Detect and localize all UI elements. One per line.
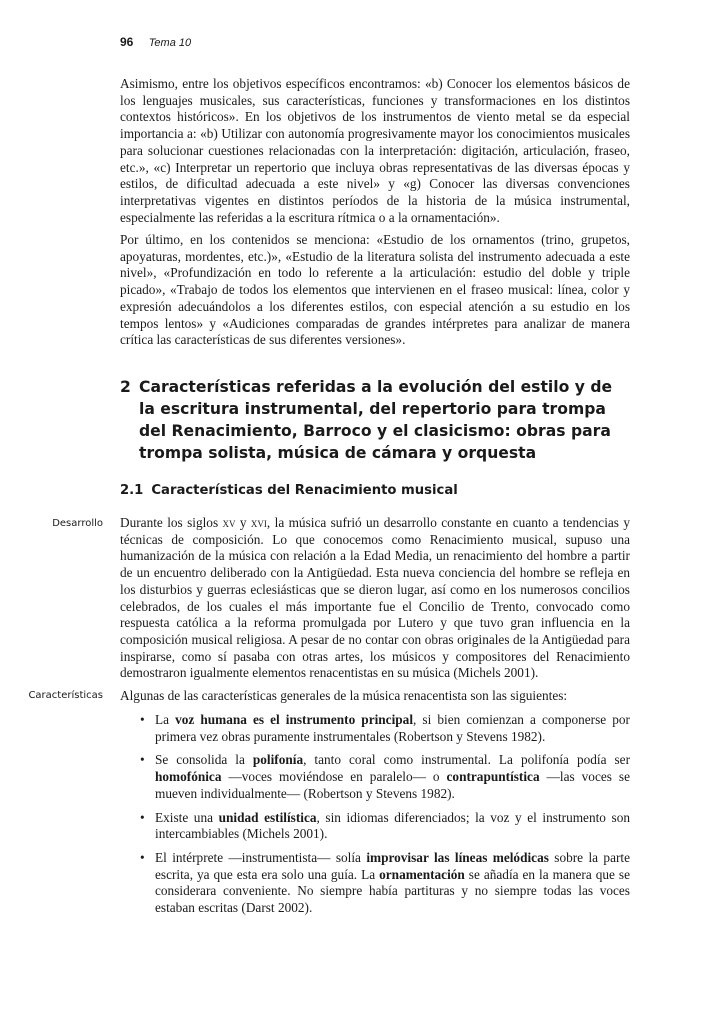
running-head xyxy=(120,35,191,49)
text-run: , si bien comienzan a componerse por primera vez obras puramente instrumentales (Robertson y Stevens 1982). xyxy=(155,712,630,744)
paragraph-objectives xyxy=(120,76,630,226)
text-run: El intérprete —instrumentista— solía xyxy=(155,849,367,865)
century-numeral: xvi xyxy=(250,515,267,530)
paragraph-text: Asimismo, entre los objetivos específicos encontramos: «b) Conocer los elementos básicos de los lenguajes musicales, sus características, funciones y transformaciones en los distintos contextos históricos». En los objetivos de los instrumentos de viento metal se da especial importancia a: «b) Utilizar con autonomía progresivamente mayor los conocimientos musicales para solucionar cuestiones relacionadas con la interpretación: digitación, articulación, fraseo, etc.», «c) Interpretar un repertorio que incluya obras representativas de las diversas épocas y estilos, de dificultad adecuada a este nivel» y «g) Conocer las diversas convenciones interpretativas vigentes en distintos períodos de la historia de la música instrumental, especialmente las referidas a la escritura rítmica o a la ornamentación». xyxy=(120,76,630,225)
text-run: sobre la parte escrita, ya que esta era solo una guía. La xyxy=(155,849,631,882)
subsection-title: Características del Renacimiento musical xyxy=(151,483,458,498)
paragraph-renaissance-development xyxy=(120,515,630,682)
section-heading xyxy=(120,376,630,464)
section-title: Características referidas a la evolución del estilo y de la escritura instrumental, del repertorio para trompa del Renacimiento, Barroco y el clasicismo: obras para trompa solista, música de cámara y orquesta xyxy=(139,378,613,462)
bold-term: ornamentación xyxy=(379,866,465,882)
list-item xyxy=(140,810,630,843)
margin-note-desarrollo: Desarrollo xyxy=(52,518,103,529)
text-run: , sin idiomas diferenciados; la voz y el instrumento son intercambiables (Michels 2001). xyxy=(155,809,630,842)
section-number: 2 xyxy=(120,378,131,396)
running-head-section: Tema 10 xyxy=(148,37,192,49)
text-run: Se consolida la xyxy=(155,752,253,768)
subsection-number: 2.1 xyxy=(120,483,144,498)
text-run: La xyxy=(155,712,176,727)
bold-term: homofónica xyxy=(155,769,222,785)
bold-term: voz humana es el instrumento principal xyxy=(175,712,414,727)
text-run: —las voces se mueven individualmente— (Robertson y Stevens 1982). xyxy=(155,769,630,801)
text-run: —voces moviéndose en paralelo— o xyxy=(221,769,447,785)
margin-note-caracteristicas: Características xyxy=(28,690,103,701)
century-numeral: xv xyxy=(222,515,236,530)
list-item xyxy=(140,752,630,802)
paragraph-characteristics-intro xyxy=(120,688,630,705)
page-number: 96 xyxy=(120,35,134,49)
characteristics-list xyxy=(140,712,630,924)
bold-term: polifonía xyxy=(252,752,304,768)
bullet-marker: • xyxy=(140,752,145,768)
bullet-marker: • xyxy=(140,712,145,727)
text-run: se añadía en la manera que se considerara conveniente. No siempre había partituras y no siempre todas las voces estaban escritas (Darst 2002). xyxy=(155,866,631,916)
subsection-heading xyxy=(120,482,458,500)
bullet-marker: • xyxy=(140,849,145,865)
text-run: Durante los siglos xyxy=(120,515,223,530)
paragraph-text xyxy=(120,515,630,682)
bold-term: unidad estilística xyxy=(218,809,317,825)
bullet-marker: • xyxy=(140,809,145,825)
text-run: y xyxy=(235,515,251,530)
paragraph-text: Por último, en los contenidos se menciona: «Estudio de los ornamentos (trino, grupetos, apoyaturas, mordentes, etc.)», «Estudio de la literatura solista del instrumento adecuada a este nivel», «Profundización en todo lo referente a la articulación: estudio del doble y triple picado», «Trabajo de todos los elementos que intervienen en el fraseo musical: línea, color y expresión adecuándolos a los diferentes estilos, con especial atención a su estudio en los tempos lentos» y «Audiciones comparadas de grandes intérpretes para analizar de manera crítica las características de sus diferentes versiones». xyxy=(120,232,630,348)
text-run: Existe una xyxy=(155,809,219,825)
paragraph-contents xyxy=(120,232,630,349)
list-item xyxy=(140,850,630,917)
paragraph-text: Algunas de las características generales de la música renacentista son las siguientes: xyxy=(120,688,568,703)
text-run: , la música sufrió un desarrollo constante en cuanto a tendencias y técnicas de composición. Lo que conocemos como Renacimiento musical, supuso una humanización de la música con relación a la Edad Media, un renacimiento del hombre a partir de un encuentro deliberado con la Antigüedad. Esta nueva conciencia del hombre se refleja en los disturbios y guerras eclesiásticas que se dieron lugar, así como en los numerosos concilios celebrados, de los cuales el más importante fue el Concilio de Trento, convocado como respuesta católica a la reforma promulgada por Lutero y que tuvo gran influencia en la composición musical religiosa. A pesar de no contar con obras originales de la Antigüedad para inspirarse, como sí pasaba con otras artes, los músicos y compositores del Renacimiento demostraron igualmente elementos renacentistas en su música (Michels 2001). xyxy=(120,515,631,681)
text-run: , tanto coral como instrumental. La polifonía podía ser xyxy=(303,752,630,768)
list-item xyxy=(140,712,630,745)
bold-term: improvisar las líneas melódicas xyxy=(366,849,549,865)
bold-term: contrapuntística xyxy=(446,769,540,785)
